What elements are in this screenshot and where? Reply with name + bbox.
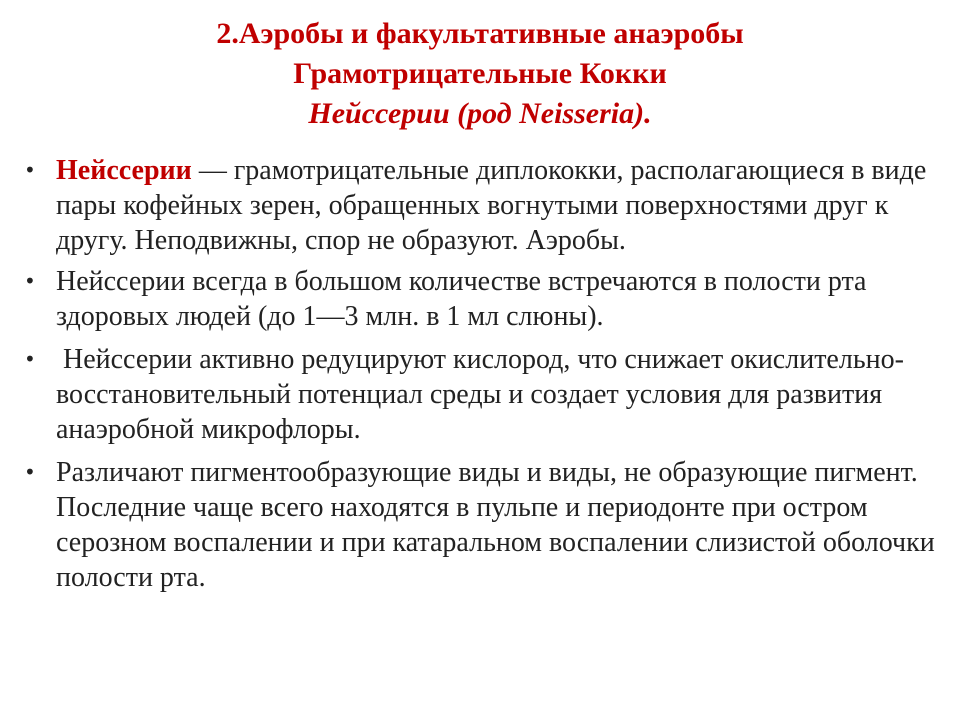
bullet-body: Нейссерии всегда в большом количестве встречаются в полости рта здоровых людей (до 1—3 млн. в 1 мл слюны). (56, 266, 867, 332)
bullet-marker: • (24, 158, 36, 182)
bullet-marker: • (24, 269, 36, 293)
title-line-2: Грамотрицательные Кокки (293, 57, 667, 90)
bullet-body: Нейссерии активно редуцируют кислород, что снижает окислительно-восстановительный потенциал среды и создает условия для развития анаэробной микрофлоры. (56, 344, 904, 445)
slide-title (0, 14, 960, 134)
bullet-item (0, 455, 960, 595)
bullet-marker: • (24, 347, 36, 371)
title-line-1: 2.Аэробы и факультативные анаэробы (216, 17, 744, 50)
bullet-body: — грамотрицательные диплококки, располагающиеся в виде пары кофейных зерен, обращенных вогнутыми поверхностями друг к другу. Неподвижны, спор не образуют. Аэробы. (56, 155, 927, 256)
bullet-text (56, 153, 936, 258)
bullet-item (0, 264, 960, 334)
bullet-marker: • (24, 460, 36, 484)
title-line-3: Нейссерии (род Neisseria). (308, 97, 652, 130)
bullet-item (0, 153, 960, 258)
bullet-list (0, 153, 960, 603)
bullet-item (0, 342, 960, 447)
bullet-body: Различают пигментообразующие виды и виды, не образующие пигмент. Последние чаще всего находятся в пульпе и периодонте при остром серозном воспалении и при катаральном воспалении слизистой оболочки полости рта. (56, 457, 935, 593)
bullet-term: Нейссерии (56, 155, 192, 186)
